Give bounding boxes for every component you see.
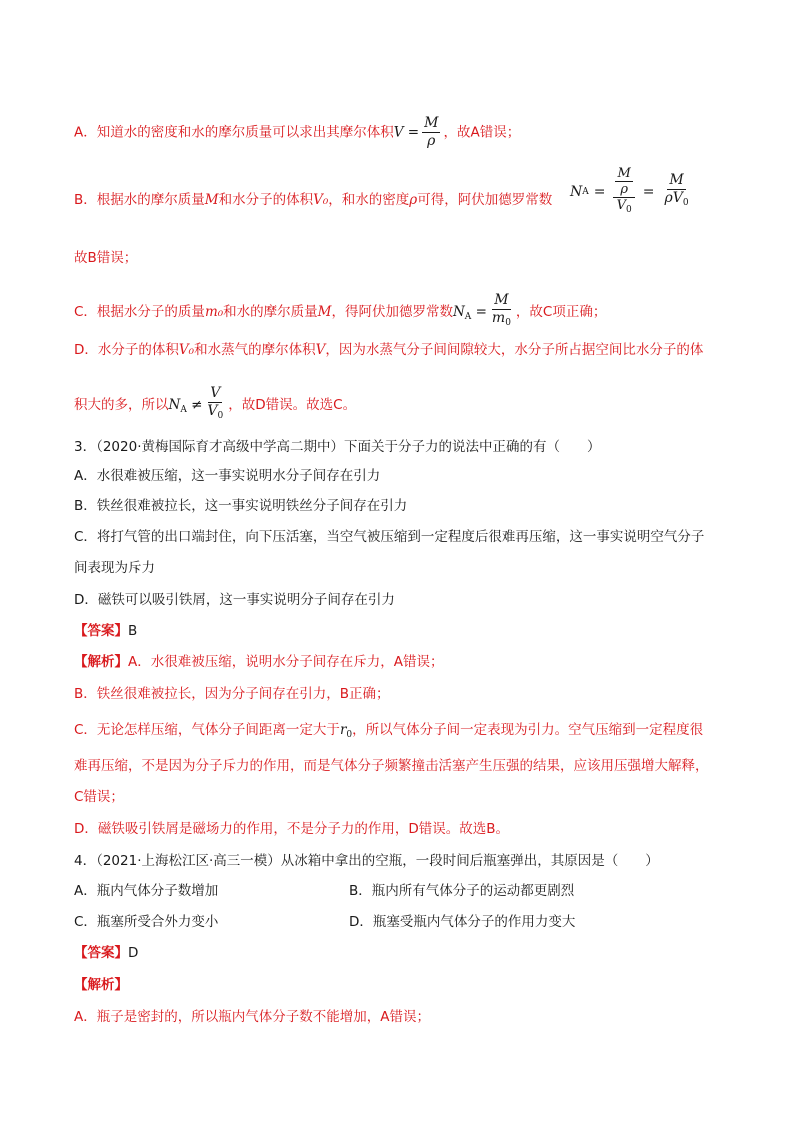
q4-analysis-a: A．瓶子是密封的，所以瓶内气体分子数不能增加，A错误；: [74, 1009, 430, 1025]
q4-stem: 4．（2021·上海松江区·高三一模）从冰箱中拿出的空瓶，一段时间后瓶塞弹出，其原因是（ ）: [74, 853, 659, 869]
q4-option-b: B．瓶内所有气体分子的运动都更剧烈: [349, 883, 575, 899]
formula-molar-volume: V =: [393, 124, 420, 141]
q3-analysis-c-cont: 难再压缩，不是因为分子斥力的作用，而是气体分子频繁撞击活塞产生压强的结果，应该用压强增大解释，: [74, 758, 709, 774]
analysis-line-b: B．根据水的摩尔质量M和水分子的体积V₀，和水的密度ρ可得，阿伏加德罗常数: [74, 192, 553, 208]
fraction-M-over-rho: $\frac{M}{\rho}$: [424, 115, 439, 149]
q3-option-c: C．将打气管的出口端封住，向下压活塞，当空气被压缩到一定程度后很难再压缩，这一事实说明空气分子: [74, 529, 705, 545]
text: A．知道水的密度和水的摩尔质量可以求出其摩尔体积: [74, 124, 394, 141]
q3-analysis-c-end: C错误；: [74, 789, 124, 805]
formula-avogadro-b: N A = M ρ $V_0$ = $\frac{M}{\rho V_0}$: [570, 166, 689, 215]
q3-analysis-a: 【解析】A．水很难被压缩，说明水分子间存在斥力，A错误；: [74, 654, 444, 670]
q3-analysis-b: B．铁丝很难被拉长，因为分子间存在引力，B正确；: [74, 686, 390, 702]
analysis-line-b-end: 故B错误；: [74, 250, 138, 266]
q3-option-b: B．铁丝很难被拉长，这一事实说明铁丝分子间存在引力: [74, 498, 408, 514]
analysis-line-a: [74, 115, 520, 150]
analysis-line-d2: 积大的多，所以$N_A$ ≠ $\frac{V}{V_0}$ ，故D错误。故选C。: [74, 385, 356, 425]
q3-stem: 3．（2020·黄梅国际育才高级中学高二期中）下面关于分子力的说法中正确的有（ ）: [74, 439, 601, 455]
q4-option-a: A．瓶内气体分子数增加: [74, 883, 219, 899]
fraction-M-over-m0: $\frac{M}{m_0}$: [491, 292, 511, 328]
q4-analysis-tag: 【解析】: [74, 977, 128, 993]
q3-option-d: D．磁铁可以吸引铁屑，这一事实说明分子间存在引力: [74, 592, 395, 608]
analysis-line-d: D．水分子的体积V₀和水蒸气的摩尔体积V，因为水蒸气分子间间隙较大，水分子所占据空间比水分子的体: [74, 342, 704, 358]
q3-analysis-d: D．磁铁吸引铁屑是磁场力的作用，不是分子力的作用，D错误。故选B。: [74, 821, 510, 837]
analysis-line-c: C．根据水分子的质量m₀和水的摩尔质量M，得阿伏加德罗常数$N_A$ = $\frac{M}{m_0}$ ，故C项正确；: [74, 292, 606, 332]
q4-option-d: D．瓶塞受瓶内气体分子的作用力变大: [349, 914, 576, 930]
q4-answer: 【答案】D: [74, 945, 139, 961]
q3-answer: 【答案】B: [74, 623, 138, 639]
q3-option-a: A．水很难被压缩，这一事实说明水分子间存在引力: [74, 468, 381, 484]
text: ，故A错误；: [443, 124, 521, 141]
q3-option-c-cont: 间表现为斥力: [74, 560, 155, 576]
fraction-V-over-V0: $\frac{V}{V_0}$: [207, 385, 224, 421]
q3-analysis-c: C．无论怎样压缩，气体分子间距离一定大于$r_0$，所以气体分子间一定表现为引力。空气压缩到一定程度很: [74, 722, 704, 740]
q4-option-c: C．瓶塞所受合外力变小: [74, 914, 219, 930]
